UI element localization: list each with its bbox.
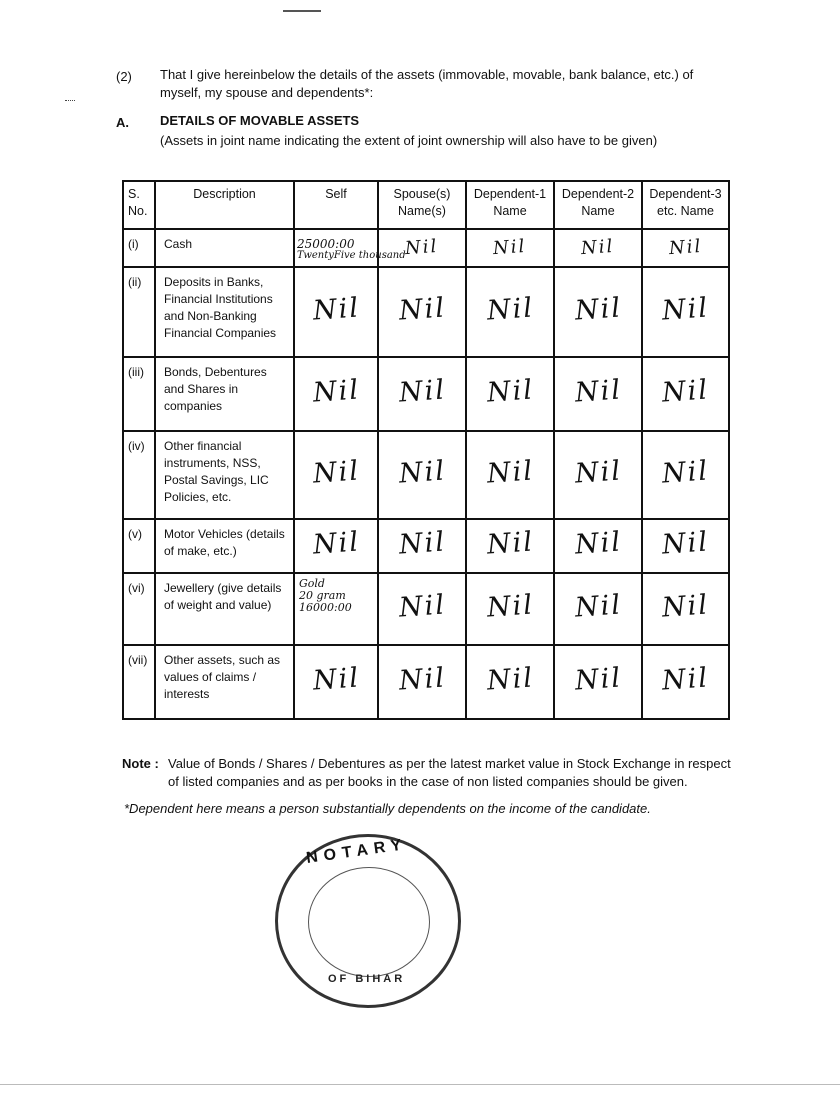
row-description: Motor Vehicles (details of make, etc.): [155, 519, 294, 573]
notary-stamp: [275, 834, 461, 1008]
note-label: Note :: [122, 756, 159, 771]
section-title: DETAILS OF MOVABLE ASSETS: [160, 113, 360, 128]
header-sno: S. No.: [123, 181, 155, 229]
cell-spouse: Nil: [378, 229, 466, 267]
row-sno: (iv): [123, 431, 155, 519]
row-sno: (i): [123, 229, 155, 267]
table-row: [123, 573, 729, 645]
cell-dependent-2: Nil: [554, 645, 642, 719]
intro-text-line1: That I give hereinbelow the details of the assets (immovable, movable, bank balance, etc.) of: [160, 67, 694, 82]
row-description: Other assets, such as values of claims / interests: [155, 645, 294, 719]
cell-spouse: Nil: [378, 573, 466, 645]
cell-spouse: Nil: [378, 357, 466, 431]
cell-dependent-2: Nil: [554, 519, 642, 573]
intro-number: (2): [116, 69, 132, 84]
cell-dependent-2: Nil: [554, 573, 642, 645]
row-sno: (vi): [123, 573, 155, 645]
row-sno: (v): [123, 519, 155, 573]
notary-stamp-bottom: OF BIHAR: [328, 973, 406, 985]
notary-stamp-inner-ring: [308, 867, 430, 977]
cell-spouse: Nil: [378, 645, 466, 719]
jewellery-value: 16000:00: [299, 601, 352, 614]
movable-assets-table: [122, 180, 730, 720]
cell-dependent-1: Nil: [466, 357, 554, 431]
cash-in-words: TwentyFive thousand: [297, 250, 406, 261]
cell-self: Nil: [294, 431, 378, 519]
cell-self: Nil: [294, 519, 378, 573]
table-row: [123, 357, 729, 431]
cell-dependent-1: Nil: [466, 519, 554, 573]
scan-mark-top: [283, 10, 321, 12]
table-row: [123, 431, 729, 519]
cell-spouse: Nil: [378, 431, 466, 519]
row-description: Cash: [155, 229, 294, 267]
cell-dependent-1: Nil: [466, 267, 554, 357]
notary-stamp-title: NOTARY: [305, 836, 409, 868]
cell-dependent-3: Nil: [642, 573, 729, 645]
intro-text-line2: myself, my spouse and dependents*:: [160, 85, 374, 100]
note-line2: of listed companies and as per books in the case of non listed companies should be given.: [168, 774, 688, 789]
cell-spouse: Nil: [378, 519, 466, 573]
cell-dependent-3: Nil: [642, 519, 729, 573]
table-row: [123, 519, 729, 573]
note-line1: Value of Bonds / Shares / Debentures as per the latest market value in Stock Exchange in respect: [168, 756, 731, 771]
cell-dependent-2: Nil: [554, 431, 642, 519]
scan-mark-left: [65, 100, 75, 107]
table-row: [123, 645, 729, 719]
cell-dependent-3: Nil: [642, 267, 729, 357]
table-row: [123, 229, 729, 267]
jewellery-type: Gold: [299, 577, 325, 590]
cell-self: [294, 573, 378, 645]
scan-mark-bottom: [0, 1084, 840, 1085]
row-description: Jewellery (give details of weight and value): [155, 573, 294, 645]
cell-self: Nil: [294, 357, 378, 431]
row-description: Other financial instruments, NSS, Postal Savings, LIC Policies, etc.: [155, 431, 294, 519]
cell-dependent-2: Nil: [554, 357, 642, 431]
header-dependent-2: Dependent-2 Name: [554, 181, 642, 229]
cell-self: Nil: [294, 267, 378, 357]
cell-dependent-1: Nil: [466, 573, 554, 645]
cell-dependent-2: Nil: [554, 267, 642, 357]
table-row: [123, 267, 729, 357]
section-subtitle: (Assets in joint name indicating the extent of joint ownership will also have to be given): [160, 133, 658, 148]
cell-dependent-2: Nil: [554, 229, 642, 267]
row-sno: (ii): [123, 267, 155, 357]
cell-dependent-3: Nil: [642, 229, 729, 267]
row-description: Bonds, Debentures and Shares in companies: [155, 357, 294, 431]
jewellery-weight: 20 gram: [299, 589, 346, 602]
cell-dependent-3: Nil: [642, 645, 729, 719]
header-dependent-3: Dependent-3 etc. Name: [642, 181, 729, 229]
header-self: Self: [294, 181, 378, 229]
dependent-footnote: *Dependent here means a person substantially dependents on the income of the candidate.: [124, 801, 651, 816]
table-header-row: [123, 181, 729, 229]
cell-dependent-3: Nil: [642, 357, 729, 431]
cell-self: Nil: [294, 645, 378, 719]
header-spouse: Spouse(s) Name(s): [378, 181, 466, 229]
cell-dependent-1: Nil: [466, 645, 554, 719]
header-description: Description: [155, 181, 294, 229]
row-sno: (iii): [123, 357, 155, 431]
row-description: Deposits in Banks, Financial Institutions and Non-Banking Financial Companies: [155, 267, 294, 357]
cash-amount: 25000:00: [297, 237, 355, 251]
row-sno: (vii): [123, 645, 155, 719]
cell-self: [294, 229, 406, 267]
cell-dependent-3: Nil: [642, 431, 729, 519]
section-letter: A.: [116, 115, 129, 130]
cell-dependent-1: Nil: [466, 431, 554, 519]
header-dependent-1: Dependent-1 Name: [466, 181, 554, 229]
cell-dependent-1: Nil: [466, 229, 554, 267]
cell-spouse: Nil: [378, 267, 466, 357]
